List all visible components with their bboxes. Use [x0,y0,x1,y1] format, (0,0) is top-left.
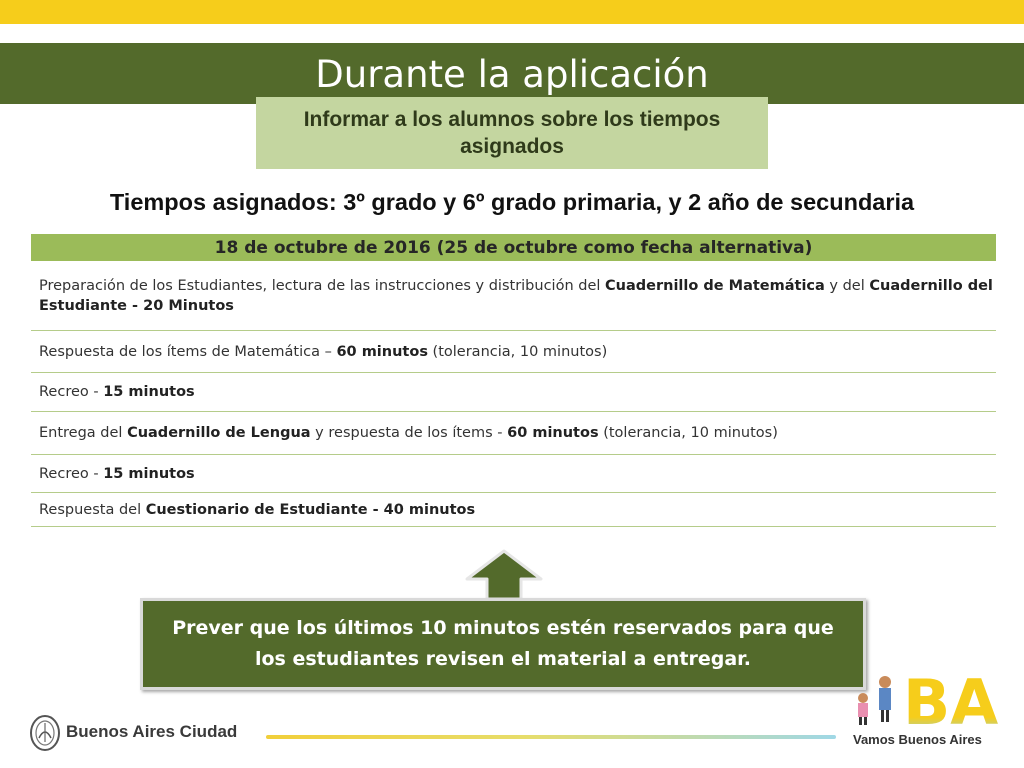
schedule-row [31,261,996,331]
city-seal-icon [29,714,61,752]
row-text: Recreo - [39,465,104,482]
row-text: y del [824,277,870,294]
row-text-bold: 15 minutos [103,384,195,400]
schedule-header: 18 de octubre de 2016 (25 de octubre como fecha alternativa) [31,234,996,261]
row-text-bold: Cuestionario de Estudiante - 40 minutos [145,501,476,518]
ba-slogan: Vamos Buenos Aires [853,732,982,747]
row-text: Recreo - [39,384,104,400]
subtitle-text: Informar a los alumnos sobre los tiempos asignados [303,108,721,158]
row-text: Preparación de los Estudiantes, lectura de las instrucciones y distribución del [39,277,606,294]
schedule-row [31,331,996,373]
top-stripe [0,0,1024,24]
row-text: (tolerancia, 10 minutos) [427,343,608,360]
schedule-table [31,234,996,527]
footer-divider [266,735,836,739]
note-box [140,598,866,690]
row-text: Respuesta del [39,501,146,518]
row-cell [39,500,475,520]
row-text-bold: Cuadernillo de Lengua [127,425,311,441]
note-text: Prever que los últimos 10 minutos estén reservados para que los estudiantes revisen el material a entregar. [172,617,834,670]
up-arrow-icon [463,547,545,603]
row-text: y respuesta de los ítems - [310,425,508,441]
row-cell [39,342,607,362]
row-cell [39,423,778,443]
row-cell [39,382,195,402]
schedule-row [31,373,996,412]
ba-logo-text: BA [903,666,999,736]
row-text: Respuesta de los ítems de Matemática – [39,343,337,360]
schedule-row [31,412,996,455]
row-cell [39,464,195,484]
row-text-bold: 60 minutos [507,425,599,441]
ba-logo [845,660,1005,736]
subtitle-box [256,97,768,169]
schedule-heading: Tiempos asignados: 3º grado y 6º grado primaria, y 2 año de secundaria [109,189,915,215]
row-text-bold: Cuadernillo de Matemática [605,277,825,294]
row-text-bold: 60 minutos [336,343,428,360]
row-text: (tolerancia, 10 minutos) [598,425,778,441]
schedule-row [31,455,996,493]
row-cell [39,276,996,316]
footer-brand: Buenos Aires Ciudad [66,722,238,741]
schedule-row [31,493,996,527]
row-text: Entrega del [39,425,128,441]
row-text-bold: Cuadernillo del Estudiante - 20 Minutos [39,277,993,314]
slide-title: Durante la aplicación [315,53,709,96]
row-text-bold: 15 minutos [103,465,195,482]
